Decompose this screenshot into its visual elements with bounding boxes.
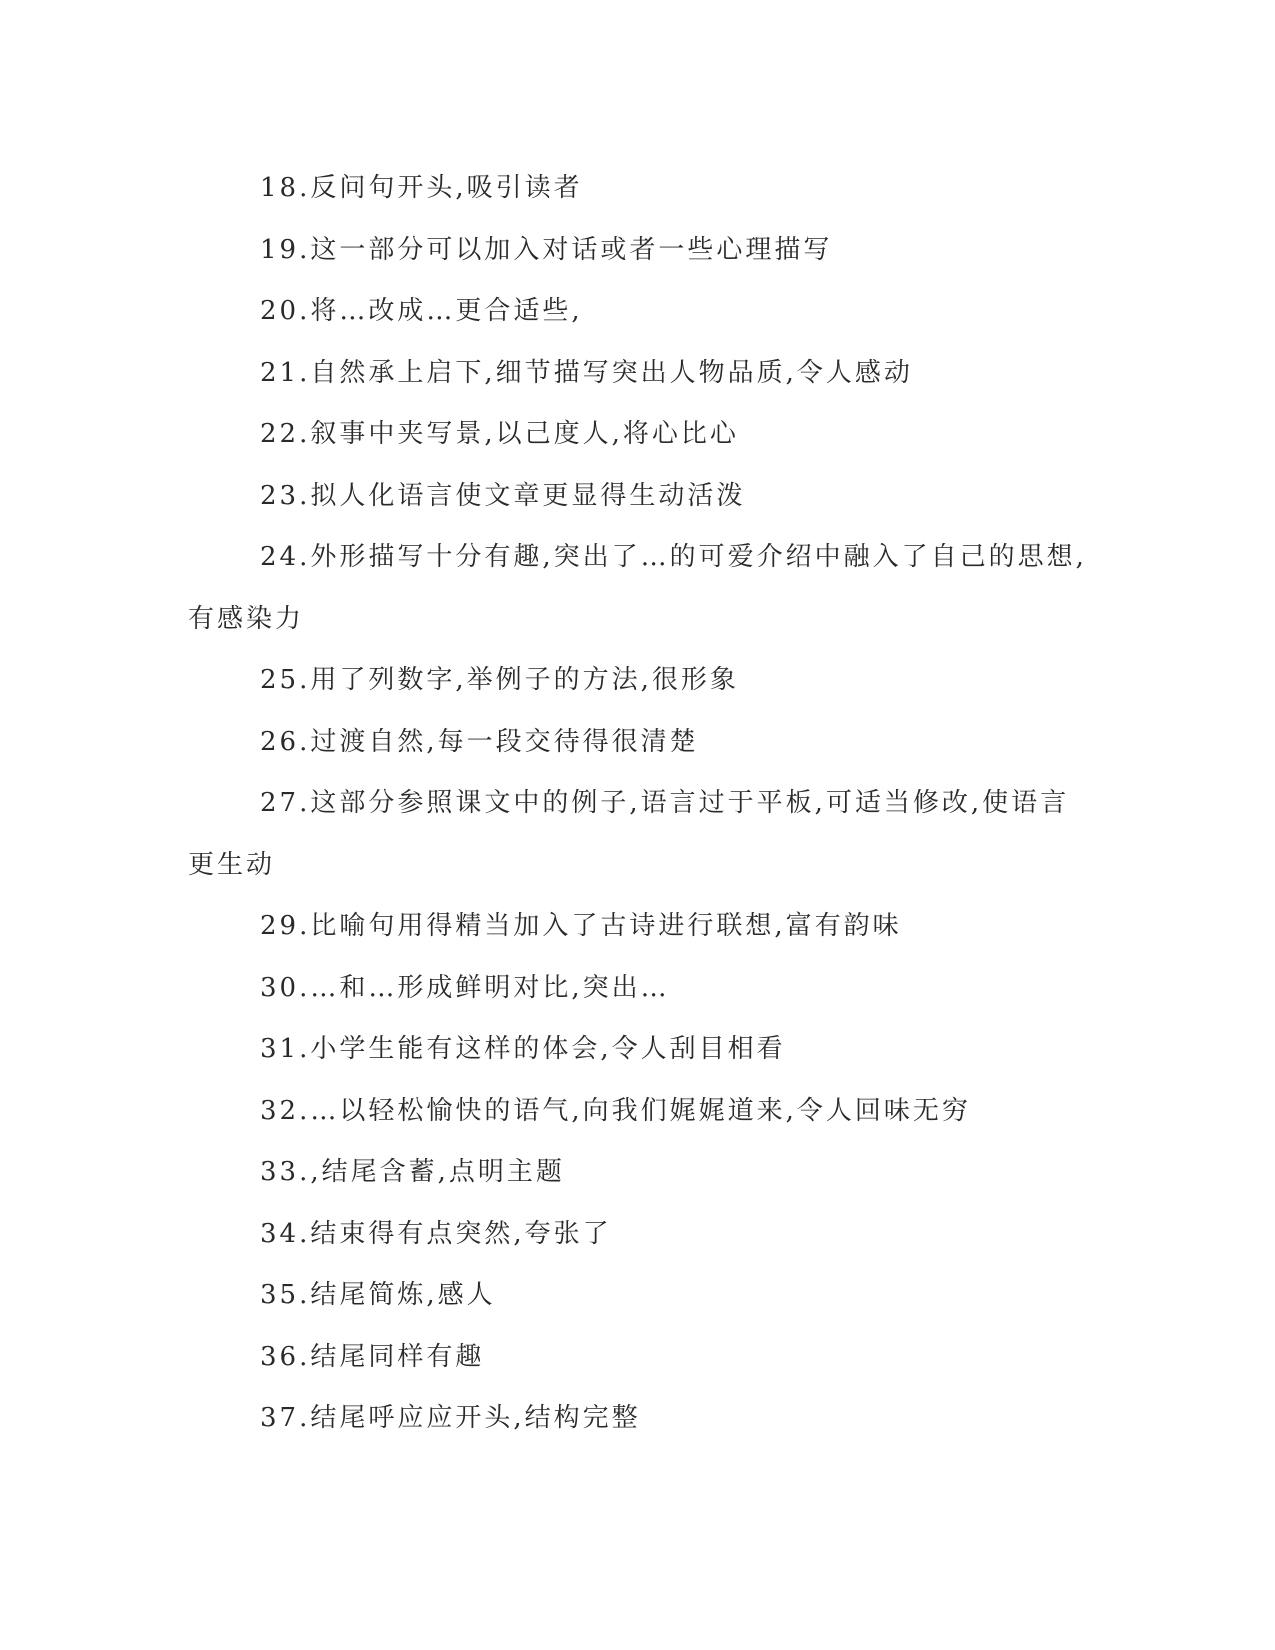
paragraph: 32.…以轻松愉快的语气,向我们娓娓道来,令人回味无穷: [260, 1095, 971, 1126]
paragraph: 21.自然承上启下,细节描写突出人物品质,令人感动: [260, 357, 913, 388]
paragraph: 26.过渡自然,每一段交待得很清楚: [260, 726, 699, 757]
paragraph: 24.外形描写十分有趣,突出了…的可爱介绍中融入了自己的思想,有感染力: [188, 542, 1087, 634]
paragraph: 37.结尾呼应应开头,结构完整: [260, 1403, 641, 1433]
paragraph: 22.叙事中夹写景,以己度人,将心比心: [260, 419, 739, 449]
paragraph: 19.这一部分可以加入对话或者一些心理描写: [260, 234, 833, 265]
paragraph: 27.这部分参照课文中的例子,语言过于平板,可适当修改,使语言更生动: [188, 788, 1070, 880]
paragraph: 31.小学生能有这样的体会,令人刮目相看: [260, 1034, 786, 1064]
paragraph: 20.将…改成…更合适些,: [260, 296, 583, 326]
paragraph: 25.用了列数字,举例子的方法,很形象: [260, 665, 739, 695]
paragraph: 23.拟人化语言使文章更显得生动活泼: [260, 480, 746, 511]
paragraph: 36.结尾同样有趣: [260, 1341, 485, 1372]
paragraph: 35.结尾简炼,感人: [260, 1280, 496, 1310]
document-body: [188, 158, 1088, 1450]
paragraph: 29.比喻句用得精当加入了古诗进行联想,富有韵味: [260, 911, 902, 941]
paragraph: 30.…和…形成鲜明对比,突出…: [260, 972, 670, 1003]
paragraph: 18.反问句开头,吸引读者: [260, 173, 583, 203]
paragraph: 33.,结尾含蓄,点明主题: [260, 1157, 565, 1187]
paragraph: 34.结束得有点突然,夸张了: [260, 1218, 612, 1249]
